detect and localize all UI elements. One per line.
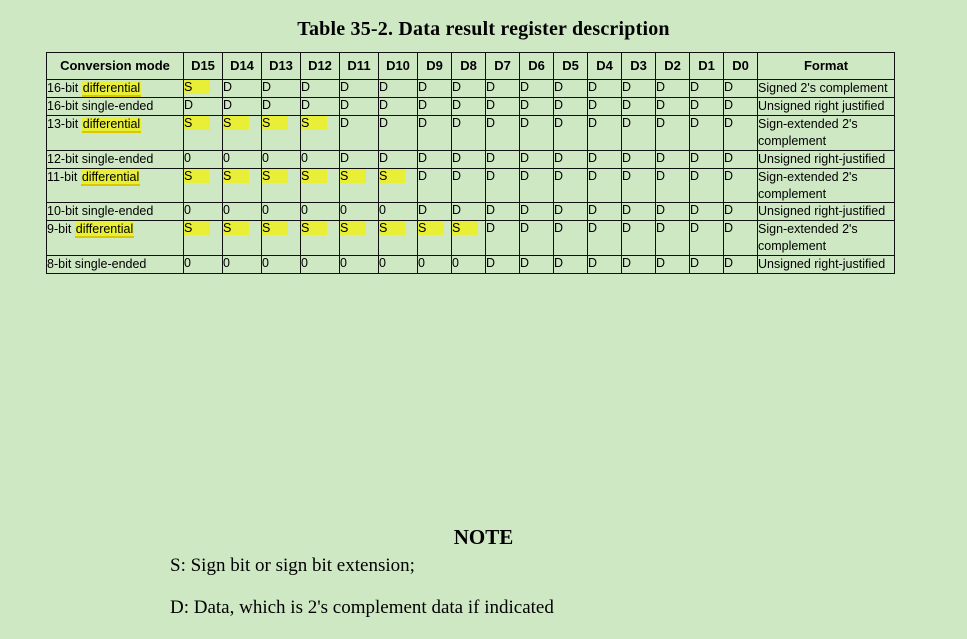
cell-bit-d13: D — [262, 98, 301, 116]
cell-bit-d2: D — [656, 168, 690, 203]
cell-bit-d1: D — [690, 98, 724, 116]
cell-bit-d3: D — [622, 256, 656, 274]
cell-bit-d0: D — [724, 150, 758, 168]
cell-bit-d1: D — [690, 221, 724, 256]
cell-bit-d14: 0 — [223, 150, 262, 168]
cell-bit-d9: D — [418, 80, 452, 98]
cell-bit-d15: D — [184, 98, 223, 116]
cell-bit-d13: D — [262, 80, 301, 98]
table-body — [47, 80, 895, 274]
cell-format: Unsigned right-justified — [758, 150, 895, 168]
cell-bit-d11: D — [340, 98, 379, 116]
cell-bit-d12: 0 — [301, 150, 340, 168]
cell-bit-d14 — [223, 116, 262, 151]
cell-bit-d12: D — [301, 80, 340, 98]
header-format: Format — [758, 53, 895, 80]
cell-bit-d13 — [262, 221, 301, 256]
header-d8: D8 — [452, 53, 486, 80]
cell-bit-d1: D — [690, 150, 724, 168]
cell-bit-d9: 0 — [418, 256, 452, 274]
table-row — [47, 150, 895, 168]
cell-bit-d12 — [301, 168, 340, 203]
cell-bit-d3: D — [622, 221, 656, 256]
header-d2: D2 — [656, 53, 690, 80]
cell-format: Sign-extended 2's complement — [758, 221, 895, 256]
cell-bit-d3: D — [622, 80, 656, 98]
cell-bit-d2: D — [656, 98, 690, 116]
cell-bit-d0: D — [724, 80, 758, 98]
cell-bit-d10: D — [379, 80, 418, 98]
cell-bit-d12: 0 — [301, 256, 340, 274]
highlighted-bit: S — [223, 169, 249, 183]
table-row — [47, 221, 895, 256]
cell-bit-d15 — [184, 116, 223, 151]
highlighted-bit: S — [340, 221, 366, 235]
cell-bit-d14: D — [223, 80, 262, 98]
cell-bit-d13: 0 — [262, 203, 301, 221]
cell-bit-d15: 0 — [184, 150, 223, 168]
cell-conversion-mode: 16-bit single-ended — [47, 98, 184, 116]
cell-bit-d14 — [223, 168, 262, 203]
cell-bit-d1: D — [690, 116, 724, 151]
highlighted-bit: S — [418, 221, 444, 235]
cell-bit-d15: 0 — [184, 203, 223, 221]
cell-bit-d4: D — [588, 256, 622, 274]
table-row — [47, 256, 895, 274]
cell-bit-d15 — [184, 221, 223, 256]
header-d12: D12 — [301, 53, 340, 80]
highlighted-bit: S — [223, 116, 249, 130]
cell-bit-d4: D — [588, 98, 622, 116]
highlighted-bit: S — [301, 116, 327, 130]
cell-bit-d8: D — [452, 203, 486, 221]
highlighted-term: differential — [75, 222, 134, 237]
highlighted-bit: S — [262, 169, 288, 183]
cell-bit-d8: D — [452, 116, 486, 151]
cell-bit-d0: D — [724, 116, 758, 151]
cell-bit-d12 — [301, 116, 340, 151]
cell-bit-d0: D — [724, 203, 758, 221]
cell-bit-d9: D — [418, 203, 452, 221]
cell-bit-d1: D — [690, 80, 724, 98]
cell-bit-d6: D — [520, 116, 554, 151]
cell-bit-d10: 0 — [379, 256, 418, 274]
cell-bit-d13 — [262, 168, 301, 203]
header-d9: D9 — [418, 53, 452, 80]
cell-bit-d3: D — [622, 168, 656, 203]
header-d15: D15 — [184, 53, 223, 80]
cell-bit-d3: D — [622, 150, 656, 168]
cell-conversion-mode: 11-bit differential — [47, 168, 184, 203]
cell-conversion-mode: 16-bit differential — [47, 80, 184, 98]
cell-bit-d11: 0 — [340, 256, 379, 274]
table-header-row — [47, 53, 895, 80]
table-row — [47, 116, 895, 151]
cell-format: Unsigned right-justified — [758, 203, 895, 221]
cell-bit-d5: D — [554, 98, 588, 116]
cell-bit-d7: D — [486, 98, 520, 116]
table-header — [47, 53, 895, 80]
cell-bit-d4: D — [588, 150, 622, 168]
data-result-register-table — [46, 52, 895, 274]
cell-bit-d11: D — [340, 80, 379, 98]
highlighted-bit: S — [184, 116, 210, 130]
cell-bit-d5: D — [554, 256, 588, 274]
cell-bit-d4: D — [588, 203, 622, 221]
cell-bit-d1: D — [690, 203, 724, 221]
cell-bit-d3: D — [622, 98, 656, 116]
cell-conversion-mode: 12-bit single-ended — [47, 150, 184, 168]
note-line-data: D: Data, which is 2's complement data if indicated — [170, 597, 554, 618]
cell-bit-d8 — [452, 221, 486, 256]
cell-bit-d7: D — [486, 150, 520, 168]
cell-bit-d6: D — [520, 256, 554, 274]
cell-bit-d11: D — [340, 150, 379, 168]
cell-bit-d0: D — [724, 221, 758, 256]
cell-bit-d10: D — [379, 98, 418, 116]
cell-bit-d2: D — [656, 150, 690, 168]
cell-bit-d6: D — [520, 203, 554, 221]
highlighted-bit: S — [452, 221, 478, 235]
table-caption: Table 35-2. Data result register description — [297, 18, 670, 40]
cell-bit-d0: D — [724, 98, 758, 116]
highlighted-term: differential — [82, 81, 141, 96]
cell-bit-d9 — [418, 221, 452, 256]
cell-bit-d13: 0 — [262, 256, 301, 274]
highlighted-term: differential — [81, 169, 140, 184]
cell-bit-d13 — [262, 116, 301, 151]
cell-bit-d14: 0 — [223, 256, 262, 274]
cell-bit-d1: D — [690, 256, 724, 274]
highlighted-bit: S — [340, 169, 366, 183]
header-d5: D5 — [554, 53, 588, 80]
header-conversion-mode: Conversion mode — [47, 53, 184, 80]
note-title: NOTE — [453, 525, 514, 549]
cell-bit-d8: D — [452, 98, 486, 116]
highlighted-term: differential — [82, 117, 141, 131]
cell-bit-d6: D — [520, 150, 554, 168]
highlighted-bit: S — [184, 169, 210, 183]
cell-bit-d2: D — [656, 221, 690, 256]
cell-bit-d5: D — [554, 168, 588, 203]
highlighted-bit: S — [379, 169, 405, 183]
cell-conversion-mode: 13-bit differential — [47, 116, 184, 151]
highlighted-bit: S — [301, 169, 327, 183]
cell-bit-d7: D — [486, 168, 520, 203]
cell-bit-d2: D — [656, 256, 690, 274]
cell-bit-d7: D — [486, 221, 520, 256]
cell-format: Unsigned right-justified — [758, 256, 895, 274]
cell-bit-d3: D — [622, 116, 656, 151]
cell-bit-d3: D — [622, 203, 656, 221]
cell-bit-d14: D — [223, 98, 262, 116]
cell-bit-d6: D — [520, 168, 554, 203]
highlighted-bit: S — [262, 221, 288, 235]
cell-bit-d10: 0 — [379, 203, 418, 221]
cell-bit-d2: D — [656, 80, 690, 98]
cell-bit-d7: D — [486, 116, 520, 151]
cell-bit-d0: D — [724, 256, 758, 274]
header-d13: D13 — [262, 53, 301, 80]
cell-bit-d8: D — [452, 80, 486, 98]
table-row — [47, 203, 895, 221]
cell-bit-d4: D — [588, 168, 622, 203]
highlighted-bit: S — [184, 80, 210, 94]
cell-bit-d15: 0 — [184, 256, 223, 274]
table-row — [47, 168, 895, 203]
cell-bit-d7: D — [486, 80, 520, 98]
cell-bit-d4: D — [588, 221, 622, 256]
highlighted-bit: S — [301, 221, 327, 235]
header-d1: D1 — [690, 53, 724, 80]
cell-conversion-mode: 10-bit single-ended — [47, 203, 184, 221]
cell-bit-d10 — [379, 168, 418, 203]
note-line-sign-bit: S: Sign bit or sign bit extension; — [170, 555, 415, 576]
header-d3: D3 — [622, 53, 656, 80]
cell-bit-d9: D — [418, 150, 452, 168]
header-d0: D0 — [724, 53, 758, 80]
cell-bit-d15 — [184, 80, 223, 98]
table-row — [47, 80, 895, 98]
cell-bit-d0: D — [724, 168, 758, 203]
cell-bit-d9: D — [418, 168, 452, 203]
cell-bit-d13: 0 — [262, 150, 301, 168]
cell-bit-d8: D — [452, 150, 486, 168]
cell-bit-d4: D — [588, 80, 622, 98]
cell-bit-d5: D — [554, 116, 588, 151]
header-d10: D10 — [379, 53, 418, 80]
cell-bit-d9: D — [418, 116, 452, 151]
header-d14: D14 — [223, 53, 262, 80]
cell-bit-d11: D — [340, 116, 379, 151]
highlighted-bit: S — [262, 116, 288, 130]
cell-bit-d15 — [184, 168, 223, 203]
cell-bit-d10: D — [379, 116, 418, 151]
table-row — [47, 98, 895, 116]
cell-bit-d7: D — [486, 256, 520, 274]
cell-bit-d8: 0 — [452, 256, 486, 274]
highlighted-bit: S — [379, 221, 405, 235]
cell-bit-d6: D — [520, 98, 554, 116]
cell-bit-d2: D — [656, 203, 690, 221]
cell-format: Signed 2's complement — [758, 80, 895, 98]
cell-bit-d14 — [223, 221, 262, 256]
cell-bit-d5: D — [554, 203, 588, 221]
highlighted-bit: S — [184, 221, 210, 235]
cell-bit-d6: D — [520, 221, 554, 256]
cell-bit-d12 — [301, 221, 340, 256]
cell-bit-d14: 0 — [223, 203, 262, 221]
cell-bit-d12: 0 — [301, 203, 340, 221]
cell-bit-d10: D — [379, 150, 418, 168]
cell-bit-d11 — [340, 221, 379, 256]
cell-format: Sign-extended 2's complement — [758, 116, 895, 151]
cell-bit-d7: D — [486, 203, 520, 221]
highlighted-bit: S — [223, 221, 249, 235]
cell-bit-d9: D — [418, 98, 452, 116]
header-d4: D4 — [588, 53, 622, 80]
cell-conversion-mode: 8-bit single-ended — [47, 256, 184, 274]
header-d6: D6 — [520, 53, 554, 80]
cell-bit-d4: D — [588, 116, 622, 151]
cell-bit-d12: D — [301, 98, 340, 116]
cell-format: Unsigned right justified — [758, 98, 895, 116]
cell-bit-d10 — [379, 221, 418, 256]
cell-bit-d5: D — [554, 150, 588, 168]
cell-bit-d11: 0 — [340, 203, 379, 221]
cell-conversion-mode: 9-bit differential — [47, 221, 184, 256]
cell-bit-d8: D — [452, 168, 486, 203]
cell-format: Sign-extended 2's complement — [758, 168, 895, 203]
cell-bit-d5: D — [554, 221, 588, 256]
header-d7: D7 — [486, 53, 520, 80]
cell-bit-d11 — [340, 168, 379, 203]
cell-bit-d2: D — [656, 116, 690, 151]
cell-bit-d5: D — [554, 80, 588, 98]
header-d11: D11 — [340, 53, 379, 80]
cell-bit-d1: D — [690, 168, 724, 203]
cell-bit-d6: D — [520, 80, 554, 98]
